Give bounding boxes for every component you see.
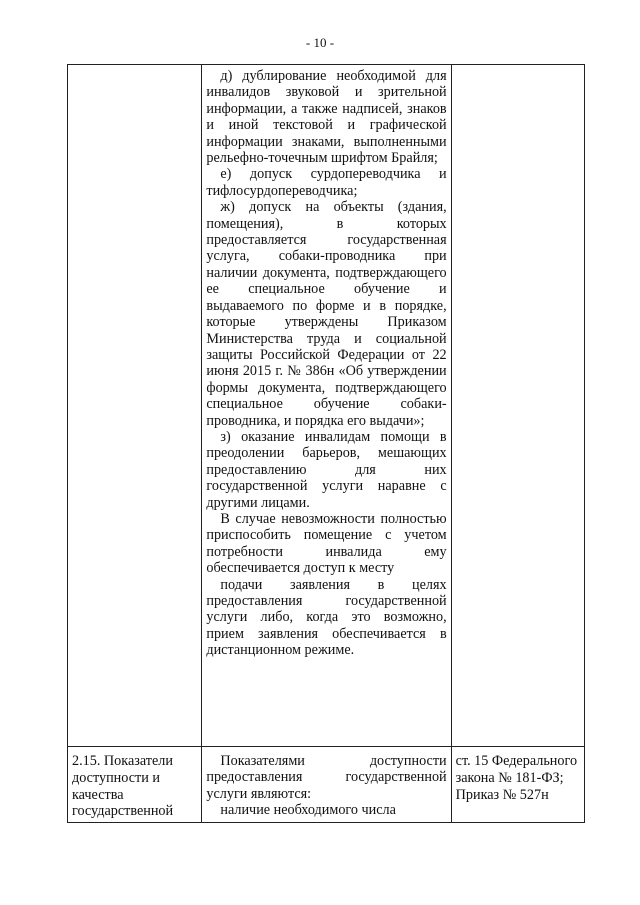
table-cell-section	[68, 747, 202, 823]
table-cell-content	[202, 65, 451, 747]
table-cell-content	[202, 747, 451, 823]
paragraph: ж) допуск на объекты (здания, помещения), в которых предоставляется государственная услуга, собаки-проводника при наличии документа, подтверждающего ее специальное обучение и выдаваемого по форме и в порядке, которые утверждены Приказом Министерства труда и социальной защиты Российской Федерации от 22 июня 2015 г. № 386н «Об утверждении формы документа, подтверждающего специальное обучение собаки-проводника, и порядка его выдачи»;	[206, 199, 447, 429]
page-number: - 10 -	[305, 35, 335, 50]
paragraph: д) дублирование необходимой для инвалидов звуковой и зрительной информации, а также надписей, знаков и иной текстовой и графической информации знаками, выполненными рельефно-точечным шрифтом Брайля;	[206, 68, 447, 167]
paragraph: В случае невозможности полностью приспособить помещение с учетом потребности инвалида ему обеспечивается доступ к месту	[206, 510, 447, 577]
paragraph: Показателями доступности предоставления государственной услуги являются:	[206, 753, 447, 802]
table-cell-section	[68, 65, 202, 747]
paragraph: е) допуск сурдопереводчика и тифлосурдопереводчика;	[206, 166, 447, 199]
legal-reference: ст. 15 Федерального закона № 181-ФЗ; Приказ № 527н	[455, 753, 578, 803]
table-row	[68, 747, 585, 823]
paragraph: наличие необходимого числа	[220, 802, 396, 819]
table-row	[68, 65, 585, 747]
paragraph: з) оказание инвалидам помощи в преодолении барьеров, мешающих предоставлению для них государственной услуги наравне с другими лицами.	[206, 428, 447, 511]
regulation-table	[67, 64, 585, 823]
paragraph: подачи заявления в целях предоставления государственной услуги либо, когда это возможно, прием заявления обеспечивается в дистанционном режиме.	[206, 576, 447, 659]
section-title: 2.15. Показатели доступности и качества государственной	[72, 753, 174, 820]
table-cell-reference	[451, 747, 584, 823]
table-cell-reference	[451, 65, 584, 747]
